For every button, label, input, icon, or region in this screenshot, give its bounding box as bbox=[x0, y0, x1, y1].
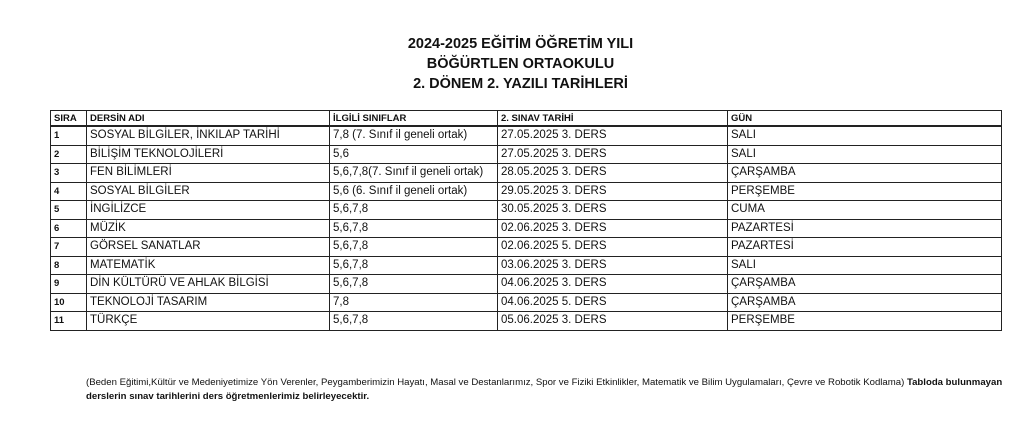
cell-gun: PERŞEMBE bbox=[728, 312, 1002, 331]
cell-sira: 4 bbox=[51, 182, 87, 201]
table-row bbox=[51, 219, 1002, 238]
cell-sira: 9 bbox=[51, 275, 87, 294]
table-row bbox=[51, 201, 1002, 220]
cell-gun: CUMA bbox=[728, 201, 1002, 220]
exam-schedule-table bbox=[50, 110, 1002, 331]
cell-ders-adi: FEN BİLİMLERİ bbox=[87, 164, 330, 183]
footnote-courses: (Beden Eğitimi,Kültür ve Medeniyetimize Yön Verenler, Peygamberimizin Hayatı, Masal ve Destanlarımız, Spor ve Fiziki Etkinlikler, Matematik ve Bilim Uygulamaları, Çevre ve Robotik Kodlama) bbox=[86, 377, 905, 388]
cell-gun: PERŞEMBE bbox=[728, 182, 1002, 201]
cell-gun: SALI bbox=[728, 256, 1002, 275]
table-row bbox=[51, 312, 1002, 331]
table-header-row bbox=[51, 111, 1002, 127]
cell-ilgili-siniflar: 5,6,7,8 bbox=[330, 256, 498, 275]
cell-gun: ÇARŞAMBA bbox=[728, 293, 1002, 312]
cell-sira: 7 bbox=[51, 238, 87, 257]
cell-sinav-tarihi: 05.06.2025 3. DERS bbox=[498, 312, 728, 331]
cell-gun: SALI bbox=[728, 145, 1002, 164]
cell-gun: PAZARTESİ bbox=[728, 238, 1002, 257]
cell-ders-adi: MATEMATİK bbox=[87, 256, 330, 275]
cell-ilgili-siniflar: 5,6 bbox=[330, 145, 498, 164]
table-row bbox=[51, 293, 1002, 312]
cell-ilgili-siniflar: 7,8 bbox=[330, 293, 498, 312]
title-exam-dates: 2. DÖNEM 2. YAZILI TARİHLERİ bbox=[413, 76, 628, 92]
cell-gun: ÇARŞAMBA bbox=[728, 275, 1002, 294]
table-row bbox=[51, 256, 1002, 275]
document-title bbox=[0, 34, 1024, 94]
cell-ilgili-siniflar: 5,6,7,8 bbox=[330, 312, 498, 331]
table-row bbox=[51, 238, 1002, 257]
header-sinav-tarihi: 2. SINAV TARİHİ bbox=[498, 111, 728, 127]
cell-ders-adi: DİN KÜLTÜRÜ VE AHLAK BİLGİSİ bbox=[87, 275, 330, 294]
cell-ilgili-siniflar: 5,6,7,8 bbox=[330, 219, 498, 238]
cell-sira: 6 bbox=[51, 219, 87, 238]
cell-ilgili-siniflar: 5,6,7,8(7. Sınıf il geneli ortak) bbox=[330, 164, 498, 183]
cell-sinav-tarihi: 27.05.2025 3. DERS bbox=[498, 145, 728, 164]
cell-ilgili-siniflar: 7,8 (7. Sınıf il geneli ortak) bbox=[330, 126, 498, 145]
footnote-note: Tabloda bulunmayan derslerin sınav tarihlerini ders öğretmenlerimiz belirleyecektir. bbox=[86, 377, 1003, 402]
cell-gun: SALI bbox=[728, 126, 1002, 145]
cell-sira: 11 bbox=[51, 312, 87, 331]
header-gun: GÜN bbox=[728, 111, 1002, 127]
title-school-year: 2024-2025 EĞİTİM ÖĞRETİM YILI bbox=[407, 36, 634, 52]
cell-sira: 2 bbox=[51, 145, 87, 164]
cell-ders-adi: BİLİŞİM TEKNOLOJİLERİ bbox=[87, 145, 330, 164]
cell-ders-adi: İNGİLİZCE bbox=[87, 201, 330, 220]
title-school-name: BÖĞÜRTLEN ORTAOKULU bbox=[426, 56, 615, 72]
cell-sinav-tarihi: 27.05.2025 3. DERS bbox=[498, 126, 728, 145]
cell-sinav-tarihi: 04.06.2025 3. DERS bbox=[498, 275, 728, 294]
cell-sira: 3 bbox=[51, 164, 87, 183]
cell-sira: 8 bbox=[51, 256, 87, 275]
cell-sinav-tarihi: 02.06.2025 3. DERS bbox=[498, 219, 728, 238]
cell-sinav-tarihi: 30.05.2025 3. DERS bbox=[498, 201, 728, 220]
cell-ilgili-siniflar: 5,6,7,8 bbox=[330, 238, 498, 257]
cell-ilgili-siniflar: 5,6,7,8 bbox=[330, 275, 498, 294]
cell-sira: 5 bbox=[51, 201, 87, 220]
table-body bbox=[51, 126, 1002, 330]
cell-ders-adi: MÜZİK bbox=[87, 219, 330, 238]
footnote bbox=[86, 376, 1006, 404]
cell-gun: PAZARTESİ bbox=[728, 219, 1002, 238]
table-row bbox=[51, 182, 1002, 201]
cell-gun: ÇARŞAMBA bbox=[728, 164, 1002, 183]
table-row bbox=[51, 164, 1002, 183]
cell-sinav-tarihi: 04.06.2025 5. DERS bbox=[498, 293, 728, 312]
cell-ilgili-siniflar: 5,6,7,8 bbox=[330, 201, 498, 220]
cell-sira: 10 bbox=[51, 293, 87, 312]
cell-sira: 1 bbox=[51, 126, 87, 145]
table-row bbox=[51, 275, 1002, 294]
cell-ders-adi: TEKNOLOJİ TASARIM bbox=[87, 293, 330, 312]
cell-ders-adi: GÖRSEL SANATLAR bbox=[87, 238, 330, 257]
header-ilgili-siniflar: İLGİLİ SINIFLAR bbox=[330, 111, 498, 127]
table-row bbox=[51, 145, 1002, 164]
header-ders-adi: DERSİN ADI bbox=[87, 111, 330, 127]
header-sira: SIRA bbox=[51, 111, 87, 127]
cell-ders-adi: SOSYAL BİLGİLER bbox=[87, 182, 330, 201]
cell-ilgili-siniflar: 5,6 (6. Sınıf il geneli ortak) bbox=[330, 182, 498, 201]
cell-sinav-tarihi: 02.06.2025 5. DERS bbox=[498, 238, 728, 257]
table-row bbox=[51, 126, 1002, 145]
cell-ders-adi: SOSYAL BİLGİLER, İNKILAP TARİHİ bbox=[87, 126, 330, 145]
cell-sinav-tarihi: 03.06.2025 3. DERS bbox=[498, 256, 728, 275]
cell-sinav-tarihi: 28.05.2025 3. DERS bbox=[498, 164, 728, 183]
cell-sinav-tarihi: 29.05.2025 3. DERS bbox=[498, 182, 728, 201]
cell-ders-adi: TÜRKÇE bbox=[87, 312, 330, 331]
